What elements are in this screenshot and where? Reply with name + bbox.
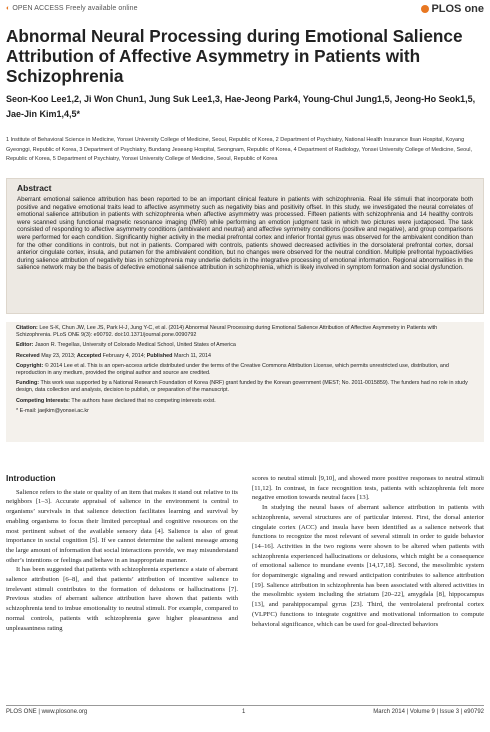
article-metadata [6, 322, 484, 442]
open-access-lock-icon: ◐ [6, 5, 11, 12]
accepted-label: Accepted [76, 352, 102, 359]
introduction-heading: Introduction [6, 473, 56, 483]
affiliations: 1 Institute of Behavioral Science in Medicine, Yonsei University College of Medicine, Seoul, Republic of Korea, 2 Department of Psychiatry, National Health Insurance Ilsan Hospital, Koyang Gyeonggi, Republic of Korea, 3 Department of Psychiatry, Bundang Jeseang Hospital, Seongnam, Republic of Korea, 4 Department of Radiology, Yonsei University College of Medicine, Seoul, Republic of Korea, 5 Department of Psychiatry, Yonsei University College of Medicine, Seoul, Republic of Korea [6, 137, 473, 162]
editor-label: Editor: [16, 342, 34, 349]
competing-interests-label: Competing Interests: [16, 397, 70, 404]
email-row [16, 408, 474, 415]
copyright-text: © 2014 Lee et al. This is an open-access article distributed under the terms of the Creative Commons Attribution License, which permits unrestricted use, distribution, and reproduction in any medium, provided the original author and source are credited. [16, 362, 449, 377]
abstract-heading: Abstract [17, 183, 52, 193]
intro-paragraph-2: It has been suggested that patients with schizophrenia experience a state of aberrant salience attribution [6–8], and that patients’ attribution of incentive salience to irrelevant stimuli contributes to the formation of delusions or hallucinations [7]. Previous studies of aberrant salience attribution have shown that patients with schizophrenia tend to imbue emotionality to neutral stimuli. For example, compared to normal controls, patients with schizophrenia gave higher pleasantness and unpleasantness rating [6, 566, 238, 632]
intro-paragraph-1: Salience refers to the state or quality of an item that makes it stand out relative to its neighbors [1–3]. Accurate appraisal of salience in the environment is central to organisms’ survivals in that salience detection facilitates learning and survival by enabling organisms to focus their limited perceptual and cognitive resources on the most pertinent subset of the available sensory data [4]. Salience is also of great importance in social cognition [5]. If we cannot determine the salient message among the large amount of information that social interactions provide, we may misunderstand other’s intentions or feelings and behave in an inappropriate manner. [6, 488, 238, 564]
page-number: 1 [242, 709, 246, 715]
competing-interests-text: The authors have declared that no competing interests exist. [71, 397, 216, 404]
footer-divider [6, 705, 484, 706]
journal-logo-text: PLOS one [431, 3, 484, 15]
body-column-left [6, 474, 238, 633]
page-footer [6, 709, 484, 719]
plos-logo-icon [421, 5, 429, 13]
corresponding-email[interactable]: * E-mail: jaejkim@yonsei.ac.kr [16, 407, 89, 414]
copyright-row [16, 363, 474, 377]
article-title: Abnormal Neural Processing during Emotional Salience Attribution of Affective Asymmetry in Patients with Schizophrenia [6, 26, 463, 86]
abstract-text: Aberrant emotional salience attribution has been reported to be an important clinical feature in patients with schizophrenia. Real life stimuli that incorporate both positive and negative emotional traits lead to affective asymmetry such as negativity bias and positivity offset. In this study, we investigated the neural correlates of emotional salience attribution in patients with schizophrenia when affective asymmetry was processed. Fifteen patients with schizophrenia and 14 healthy controls were scanned using functional magnetic resonance imaging (fMRI) while performing an emotion judgment task in which two pictures were juxtaposed. The task consisted of responding to affective asymmetry conditions (ambivalent and neutral) and affective symmetry conditions (positive and negative), and group comparisons were performed for each condition. Significantly higher activity in the medial prefrontal cortex and inferior frontal gyrus was observed for the ambivalent condition than for the other conditions in controls, but not in patients. Compared with controls, patients showed decreased activities in the dorsolateral prefrontal cortex, dorsal anterior cingulate cortex, insula, and putamen for the ambivalent condition, but no changes were observed for the neutral condition. Multiple prefrontal hypoactivities during salience attribution of negativity bias in schizophrenia may underlie deficits in the integrative processing of emotional information. Regional abnormalities in the salience network may be the basis of defective emotional salience attribution in schizophrenia, which is likely involved in symptom formation and social dysfunction. [17, 196, 473, 272]
received-label: Received [16, 352, 40, 359]
dates-row [16, 353, 474, 360]
funding-text: This work was supported by a National Research Foundation of Korea (NRF) grant funded by the Korean government (MEST; No. 2011-0015859). The funders had no role in study design, data collection and analysis, decision to publish, or preparation of the manuscript. [16, 380, 468, 394]
citation-label: Citation: [16, 325, 38, 331]
journal-logo [421, 3, 484, 15]
funding-row [16, 380, 474, 394]
open-access-label [6, 5, 138, 12]
footer-issue: March 2014 | Volume 9 | Issue 3 | e90792 [373, 709, 484, 715]
published-label: Published [146, 352, 173, 359]
accepted-date: February 4, 2014; [102, 352, 146, 359]
received-date: May 23, 2013; [41, 352, 76, 359]
footer-journal[interactable]: PLOS ONE | www.plosone.org [6, 709, 88, 715]
top-header [6, 5, 484, 17]
published-date: March 11, 2014 [173, 352, 212, 359]
body-column-right [252, 474, 484, 629]
editor-row [16, 342, 474, 349]
abstract-box [6, 178, 484, 314]
citation-text: Lee S-K, Chun JW, Lee JS, Park H-J, Jung Y-C, et al. (2014) Abnormal Neural Processing during Emotional Salience Attribution of Affective Asymmetry in Patients with Schizophrenia. PLoS ONE 9(3): e90792. doi:10.1371/journal.pone.0090792 [16, 325, 438, 339]
funding-label: Funding: [16, 380, 40, 387]
editor-text: Jason R. Tregellas, University of Colorado Medical School, United States of America [34, 342, 236, 349]
open-access-text: OPEN ACCESS Freely available online [12, 5, 138, 12]
intro-paragraph-4: In studying the neural bases of aberrant salience attribution in patients with schizophrenia, several structures are of particular interest. First, the dorsal anterior cingulate cortex (ACC) and insula have been identified as a salience network that functions to recognize the most relevant of several stimuli in order to guide behavior [14–16]. Activities in the two regions were shown to be altered when patients with schizophrenia experienced hallucinations or delusions, which might be a consequence of emotional salience to mundane events [14,17,18]. Second, the mesolimbic system for dopaminergic signaling and reward anticipation contributes to salience attribution [19]. Salience attribution in schizophrenia has been associated with altered activities in the mesolimbic system including the striatum [20–22], amygdala [8], hippocampus [13], and parahippocampal gyrus [23]. Third, the ventrolateral prefrontal cortex (VLPFC) functions to integrate cognitive and motivational information to compute behavioral significance, which can be used for goal-directed behaviors [252, 504, 484, 628]
intro-paragraph-3: scores to neutral stimuli [9,10], and showed more positive responses to neutral stimuli [11,12]. In contrast, in face recognition tests, patients with schizophrenia felt more negative emotion towards neutral faces [13]. [252, 475, 484, 502]
competing-interests-row [16, 398, 474, 405]
author-list: Seon-Koo Lee1,2, Ji Won Chun1, Jung Suk Lee1,3, Hae-Jeong Park4, Young-Chul Jung1,5, Jeong-Ho Seok1,5, Jae-Jin Kim1,4,5* [6, 94, 476, 119]
citation-row [16, 325, 474, 339]
copyright-label: Copyright: [16, 362, 44, 369]
